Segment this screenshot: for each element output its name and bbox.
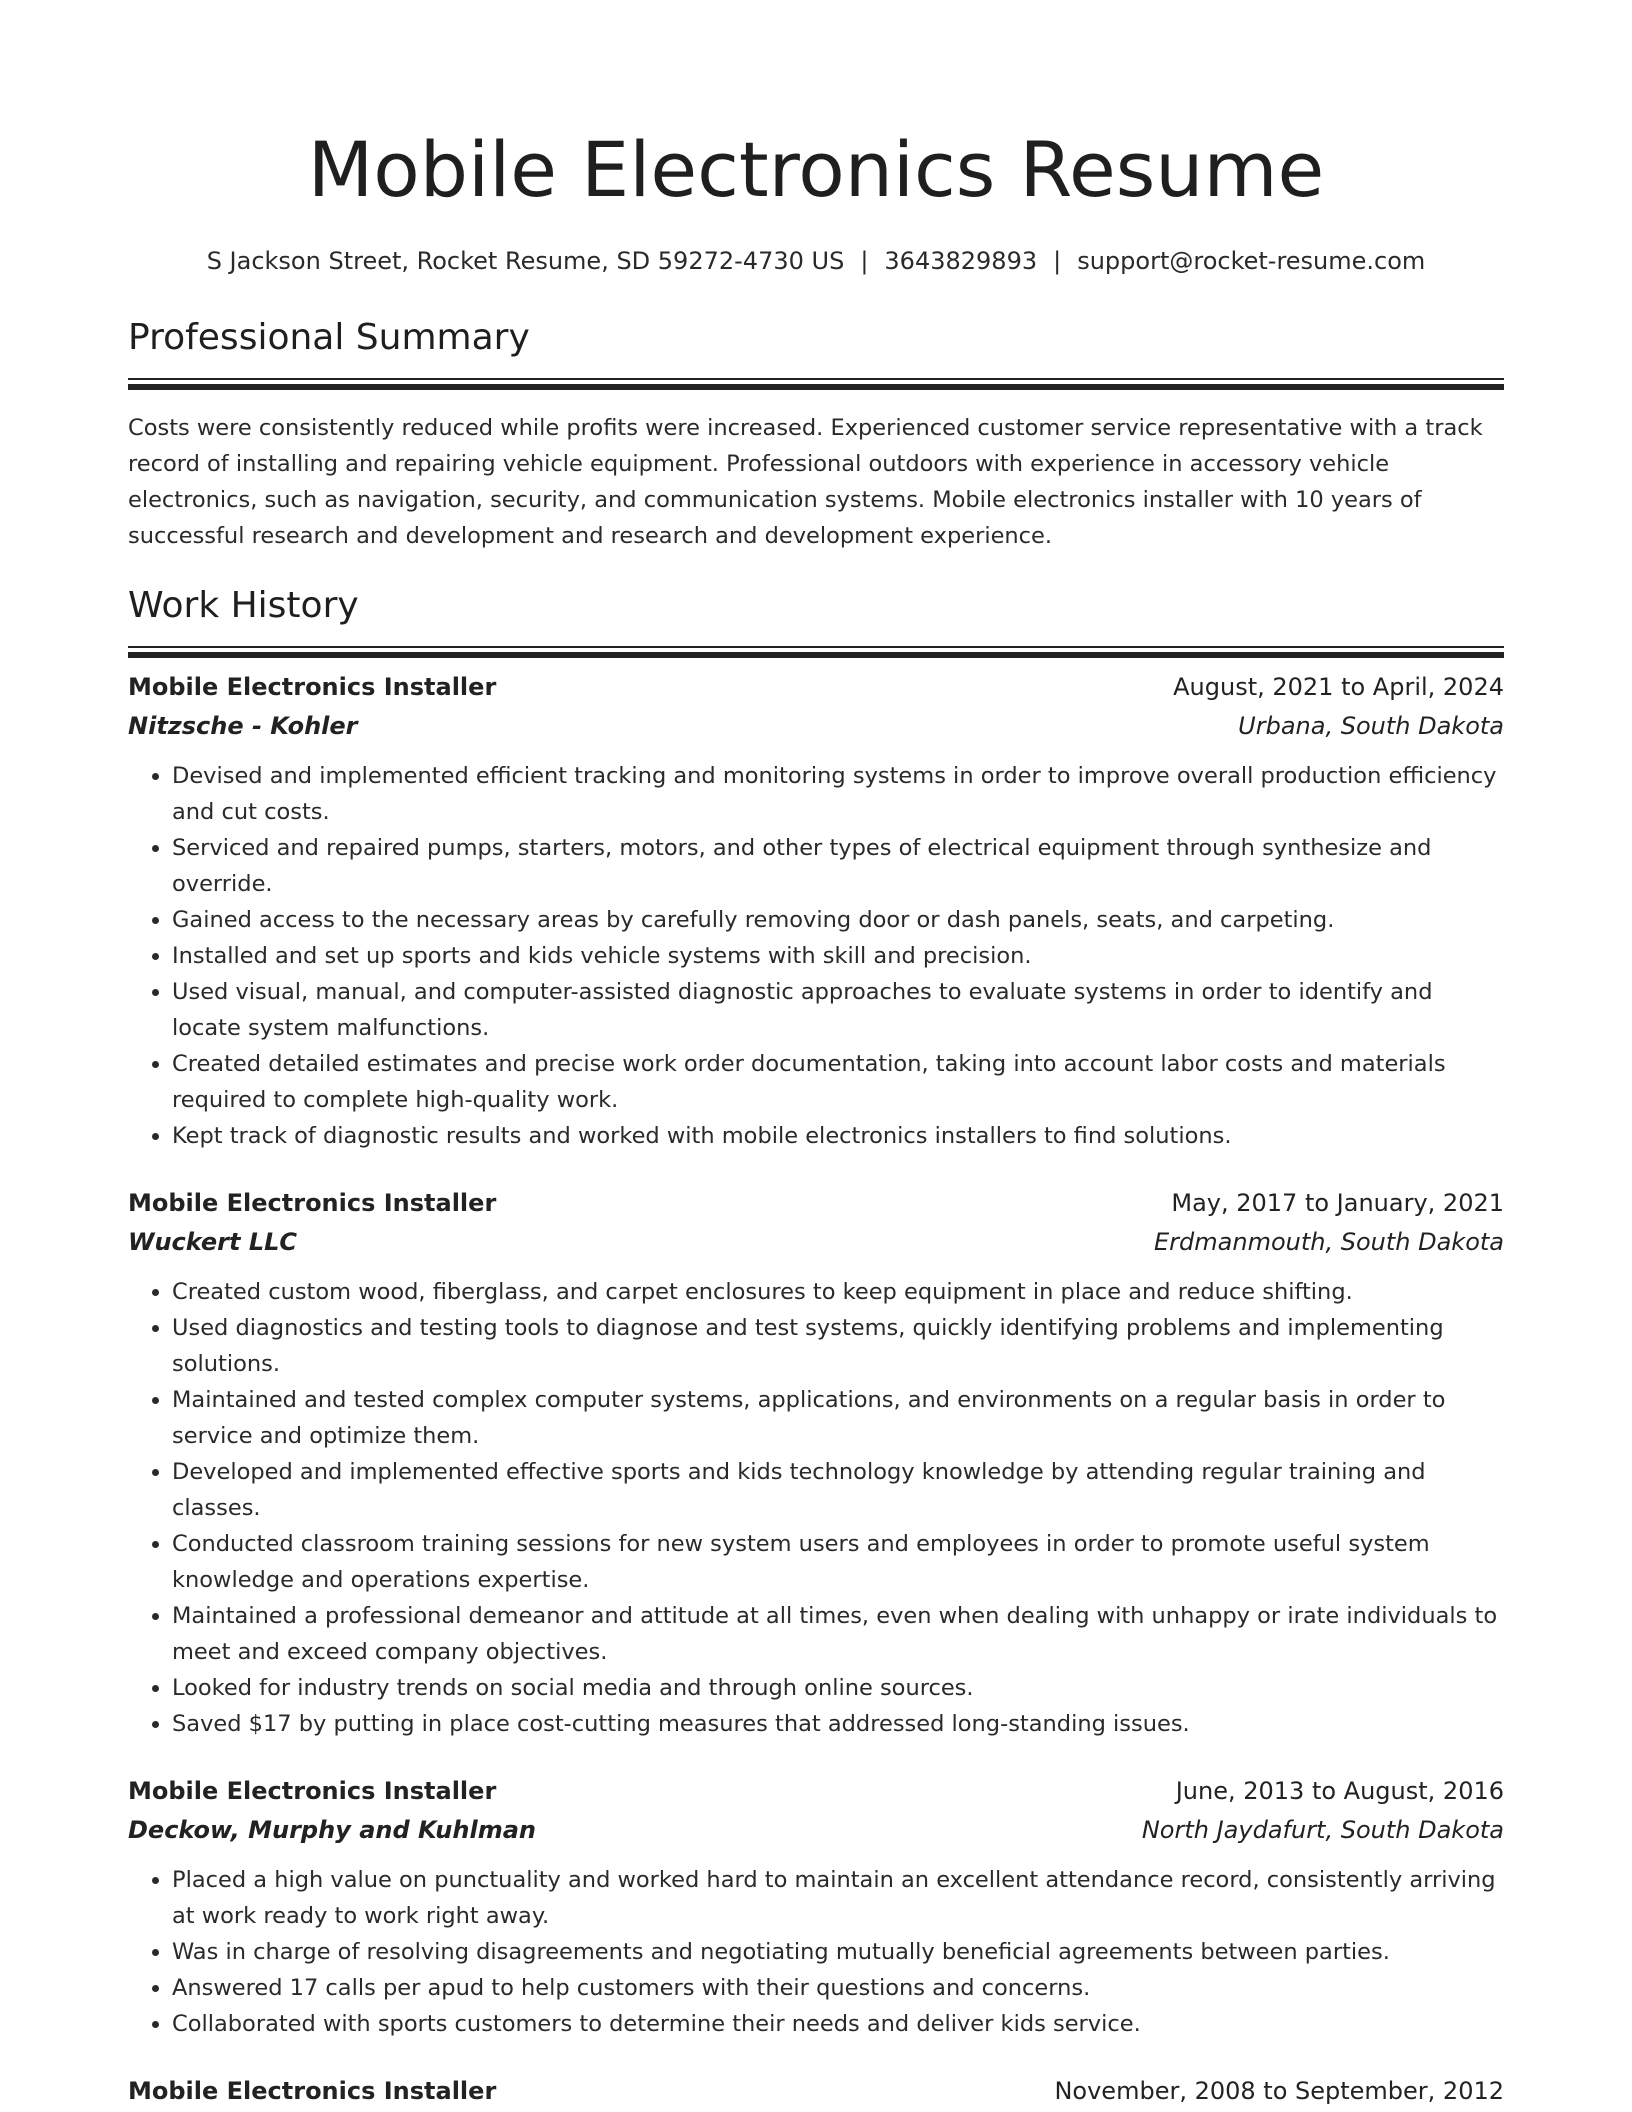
section-divider bbox=[128, 646, 1504, 648]
job-bullet: • Kept track of diagnostic results and worked with mobile electronics installers to find solutions. bbox=[172, 1118, 1504, 1154]
job-dates: November, 2008 to September, 2012 bbox=[1054, 2077, 1504, 2105]
job-title-row bbox=[128, 1184, 1504, 1222]
job-entry bbox=[128, 668, 1504, 1154]
contact-line bbox=[128, 244, 1504, 278]
summary-text: Costs were consistently reduced while profits were increased. Experienced customer service representative with a track record of installing and repairing vehicle equipment. Professional outdoors with experience in accessory vehicle electronics, such as navigation, security, and communication systems. Mobile electronics installer with 10 years of successful research and development and research and development experience. bbox=[128, 415, 1483, 549]
job-title-row bbox=[128, 2072, 1504, 2110]
job-dates: June, 2013 to August, 2016 bbox=[1175, 1777, 1504, 1805]
job-company: Nitzsche - Kohler bbox=[128, 712, 358, 740]
contact-email: support@rocket-resume.com bbox=[1077, 247, 1426, 275]
job-bullet: • Used diagnostics and testing tools to diagnose and test systems, quickly identifying problems and implementing solutions. bbox=[172, 1310, 1504, 1382]
job-bullet: • Collaborated with sports customers to determine their needs and deliver kids service. bbox=[172, 2006, 1504, 2042]
job-bullet: • Gained access to the necessary areas by carefully removing door or dash panels, seats, and carpeting. bbox=[172, 902, 1504, 938]
job-bullet: • Serviced and repaired pumps, starters, motors, and other types of electrical equipment through synthesize and override. bbox=[172, 830, 1504, 902]
job-bullet: • Installed and set up sports and kids vehicle systems with skill and precision. bbox=[172, 938, 1504, 974]
job-title: Mobile Electronics Installer bbox=[128, 2077, 497, 2105]
job-entry bbox=[128, 2072, 1504, 2110]
job-bullet: • Created detailed estimates and precise work order documentation, taking into account labor costs and materials required to complete high-quality work. bbox=[172, 1046, 1504, 1118]
job-bullet: • Placed a high value on punctuality and worked hard to maintain an excellent attendance record, consistently arriving at work ready to work right away. bbox=[172, 1862, 1504, 1934]
contact-separator: | bbox=[860, 247, 869, 275]
job-bullet: • Saved $17 by putting in place cost-cutting measures that addressed long-standing issues. bbox=[172, 1706, 1504, 1742]
job-company-row bbox=[128, 1810, 1504, 1850]
job-bullet: • Maintained and tested complex computer systems, applications, and environments on a regular basis in order to service and optimize them. bbox=[172, 1382, 1504, 1454]
contact-phone: 3643829893 bbox=[884, 247, 1038, 275]
work-history-heading: Work History bbox=[128, 585, 359, 626]
job-company: Deckow, Murphy and Kuhlman bbox=[128, 1816, 536, 1844]
resume-name: Mobile Electronics Resume bbox=[307, 125, 1325, 214]
section-divider bbox=[128, 378, 1504, 380]
job-bullets bbox=[128, 758, 1504, 1154]
job-title-row bbox=[128, 1772, 1504, 1810]
job-company-row bbox=[128, 1222, 1504, 1262]
contact-separator: | bbox=[1053, 247, 1062, 275]
job-bullet: • Maintained a professional demeanor and attitude at all times, even when dealing with unhappy or irate individuals to meet and exceed company objectives. bbox=[172, 1598, 1504, 1670]
job-entry bbox=[128, 1772, 1504, 2042]
job-title: Mobile Electronics Installer bbox=[128, 1189, 497, 1217]
job-bullet: • Developed and implemented effective sports and kids technology knowledge by attending regular training and classes. bbox=[172, 1454, 1504, 1526]
job-title: Mobile Electronics Installer bbox=[128, 673, 497, 701]
job-entry bbox=[128, 1184, 1504, 1742]
job-title-row bbox=[128, 668, 1504, 706]
job-company: Wuckert LLC bbox=[128, 1228, 298, 1256]
job-company-row bbox=[128, 706, 1504, 746]
job-location: Urbana, South Dakota bbox=[1238, 712, 1504, 740]
job-location: Erdmanmouth, South Dakota bbox=[1154, 1228, 1504, 1256]
job-dates: August, 2021 to April, 2024 bbox=[1173, 673, 1504, 701]
job-title: Mobile Electronics Installer bbox=[128, 1777, 497, 1805]
job-bullet: • Used visual, manual, and computer-assisted diagnostic approaches to evaluate systems in order to identify and locate system malfunctions. bbox=[172, 974, 1504, 1046]
job-bullet: • Conducted classroom training sessions for new system users and employees in order to promote useful system knowledge and operations expertise. bbox=[172, 1526, 1504, 1598]
job-bullets bbox=[128, 1274, 1504, 1742]
summary-heading: Professional Summary bbox=[128, 317, 530, 358]
job-bullet: • Devised and implemented efficient tracking and monitoring systems in order to improve overall production efficiency and cut costs. bbox=[172, 758, 1504, 830]
job-bullet: • Was in charge of resolving disagreements and negotiating mutually beneficial agreements between parties. bbox=[172, 1934, 1504, 1970]
contact-address: S Jackson Street, Rocket Resume, SD 59272-4730 US bbox=[206, 247, 845, 275]
job-bullet: • Answered 17 calls per apud to help customers with their questions and concerns. bbox=[172, 1970, 1504, 2006]
job-dates: May, 2017 to January, 2021 bbox=[1171, 1189, 1504, 1217]
job-bullets bbox=[128, 1862, 1504, 2042]
job-bullet: • Looked for industry trends on social media and through online sources. bbox=[172, 1670, 1504, 1706]
job-location: North Jaydafurt, South Dakota bbox=[1141, 1816, 1504, 1844]
job-bullet: • Created custom wood, fiberglass, and carpet enclosures to keep equipment in place and reduce shifting. bbox=[172, 1274, 1504, 1310]
